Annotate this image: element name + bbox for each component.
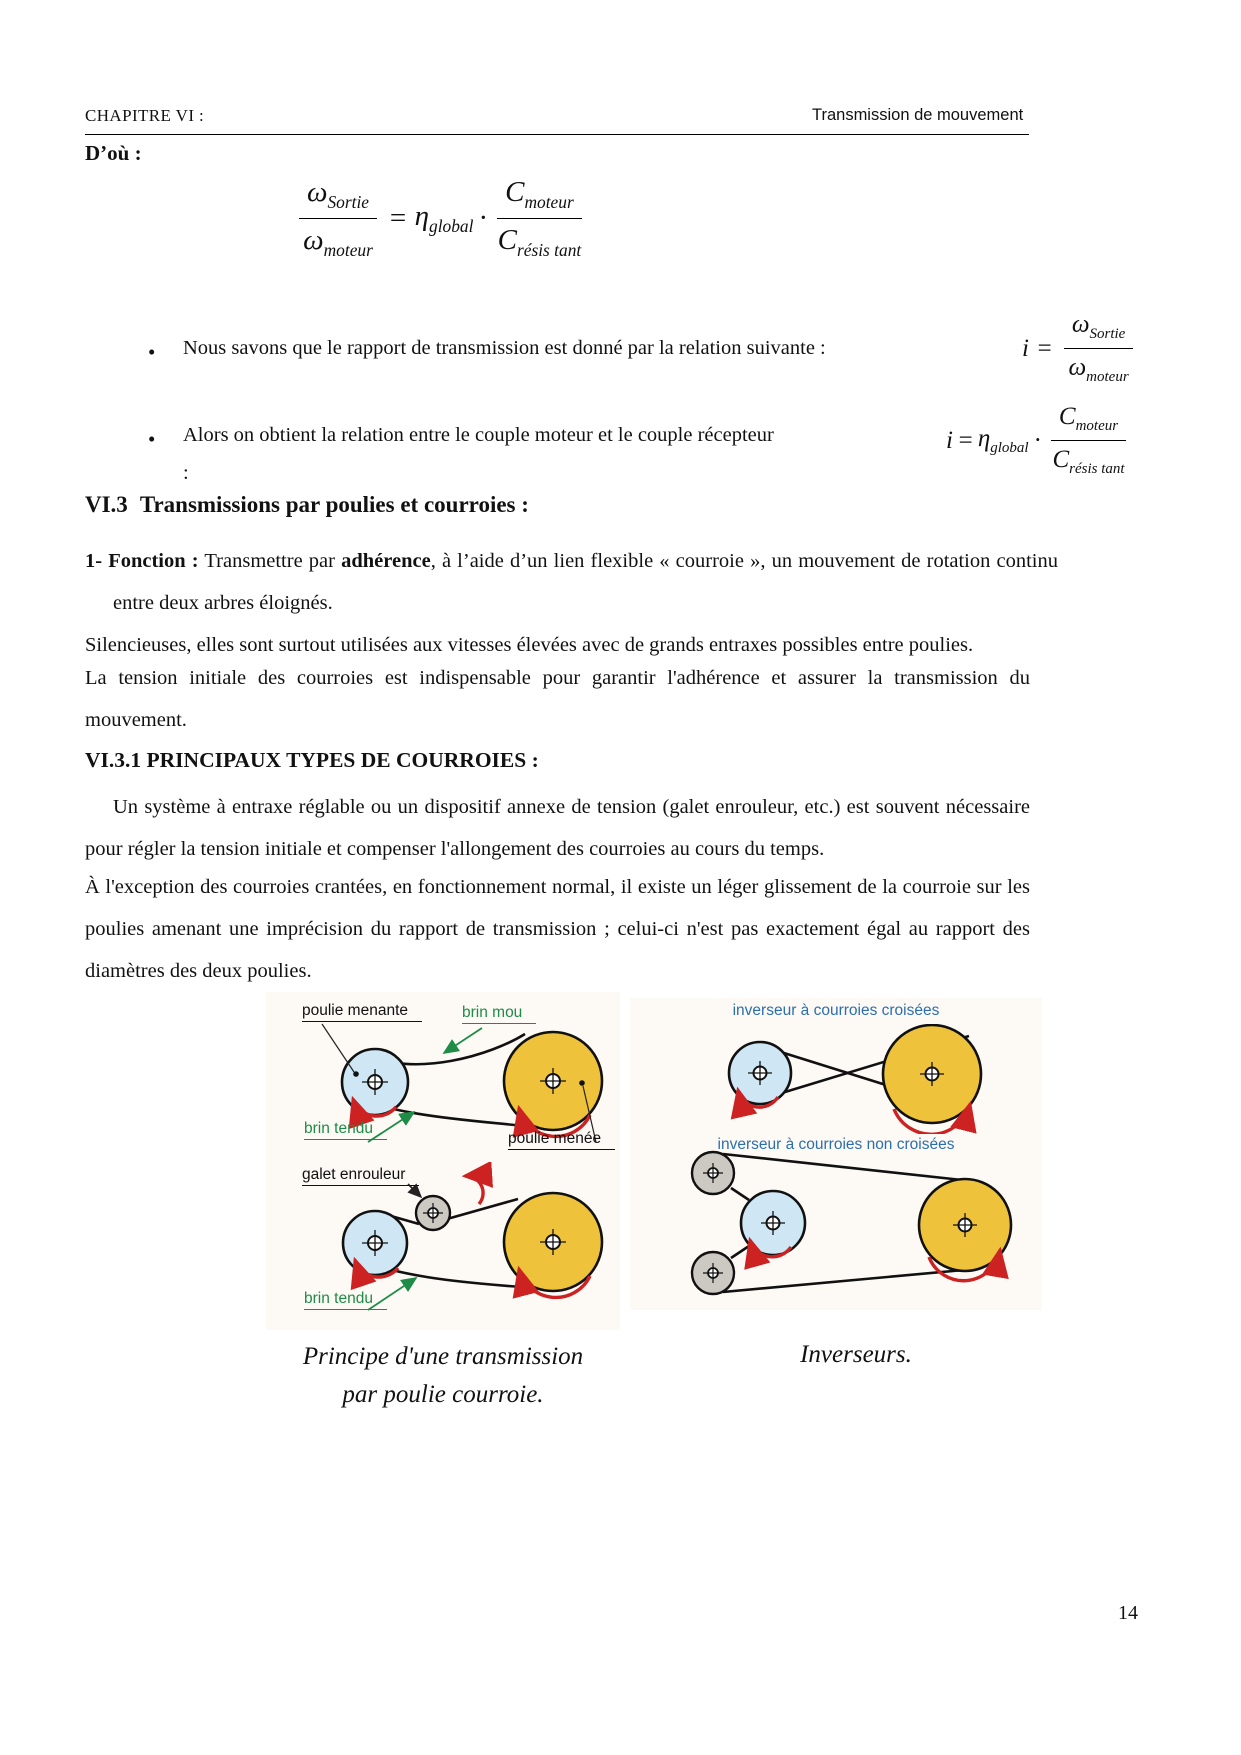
bullet1-dot: • xyxy=(148,340,156,364)
diagram-courroies-non-croisees xyxy=(630,1150,1042,1310)
belt-segment xyxy=(723,1270,964,1292)
leader-dot xyxy=(579,1080,585,1086)
label-brin-mou: brin mou xyxy=(462,1004,536,1024)
formula-ratio: i = $\frac{\omega_{Sortie}}{\omega_{moteur}}$ xyxy=(1022,311,1137,386)
formula-main-eta: $\eta_{global}$ xyxy=(414,199,474,236)
label-courroies-croisees: inverseur à courroies croisées xyxy=(732,1002,940,1019)
caption-left-line2: par poulie courroie. xyxy=(342,1381,544,1408)
label-brin-tendu2: brin tendu xyxy=(304,1290,387,1310)
label-poulie-menante: poulie menante xyxy=(302,1002,422,1022)
heading-vi3: VI.3 Transmissions par poulies et courroies : xyxy=(85,492,529,517)
bullet2-text: Alors on obtient la relation entre le couple moteur et le couple récepteur xyxy=(183,424,774,446)
label-arrow xyxy=(444,1028,482,1053)
roller-arrow xyxy=(465,1176,483,1204)
caption-left xyxy=(266,1338,620,1414)
formula-main xyxy=(295,176,586,261)
figure-poulie-courroie xyxy=(266,992,620,1330)
caption-left-line1: Principe d'une transmission xyxy=(302,1343,584,1370)
header-chapter: CHAPITRE VI : xyxy=(85,106,205,125)
label-courroies-non-croisees: inverseur à courroies non croisées xyxy=(717,1136,955,1153)
bullet2-dot: • xyxy=(148,427,156,451)
paragraph-fonction: 1- Fonction : Transmettre par adhérence, à l’aide d’un lien flexible « courroie », un mouvement de rotation continu entre deux arbres éloignés. xyxy=(85,550,1058,614)
lead-dou: D’où : xyxy=(85,141,142,165)
label-brin-tendu: brin tendu xyxy=(304,1120,387,1140)
belt-segment xyxy=(731,1246,749,1258)
diagram-courroies-croisees xyxy=(630,1024,1042,1134)
paragraph-systeme: Un système à entraxe réglable ou un dispositif annexe de tension (galet enrouleur, etc.) est souvent nécessaire pour régler la tension initiale et compenser l'allongement des courroies au cours du temps. xyxy=(85,796,1030,860)
formula-couple-eta: $\eta_{global}$ xyxy=(977,424,1029,456)
paragraph-tension: La tension initiale des courroies est indispensable pour garantir l'adhérence et assurer la transmission du mouvement. xyxy=(85,667,1030,731)
formula-main-lhs: $\frac{\omega_{Sortie}}{\omega_{moteur}}$ xyxy=(299,176,377,261)
formula-main-rhs: $\frac{C_{moteur}}{C_{résis tant}}$ xyxy=(497,176,582,260)
equals-sign: = xyxy=(388,201,408,234)
leader-dot xyxy=(353,1071,359,1077)
paragraph-silencieuses: Silencieuses, elles sont surtout utilisées aux vitesses élevées avec de grands entraxes possibles entre poulies. xyxy=(85,634,974,656)
header-rule xyxy=(85,134,1029,135)
label-galet-enrouleur: galet enrouleur xyxy=(302,1166,419,1186)
page-number: 14 xyxy=(1118,1602,1138,1624)
belt-segment xyxy=(723,1154,962,1180)
label-poulie-menee: poulie menée xyxy=(508,1130,615,1150)
heading-vi31: VI.3.1 PRINCIPAUX TYPES DE COURROIES : xyxy=(85,748,539,772)
header-title: Transmission de mouvement xyxy=(812,106,1024,124)
belt-segment xyxy=(731,1188,749,1200)
paragraph-exception: À l'exception des courroies crantées, en fonctionnement normal, il existe un léger glissement de la courroie sur les poulies amenant une imprécision du rapport de transmission ; celui-ci n'est pas exactement égal au rapport des diamètres des deux poulies. xyxy=(85,876,1030,982)
figure-inverseurs xyxy=(630,998,1042,1310)
multiply-dot: · xyxy=(478,201,489,234)
leader-line xyxy=(322,1024,354,1072)
bullet2-colon: : xyxy=(183,462,189,484)
caption-right: Inverseurs. xyxy=(800,1341,912,1368)
formula-couple: i = $\eta_{global}$ · $\frac{C_{moteur}}{C_{résis tant}}$ xyxy=(946,403,1125,477)
belt-segment xyxy=(447,1199,518,1219)
bullet1-text: Nous savons que le rapport de transmission est donné par la relation suivante : xyxy=(183,337,826,359)
